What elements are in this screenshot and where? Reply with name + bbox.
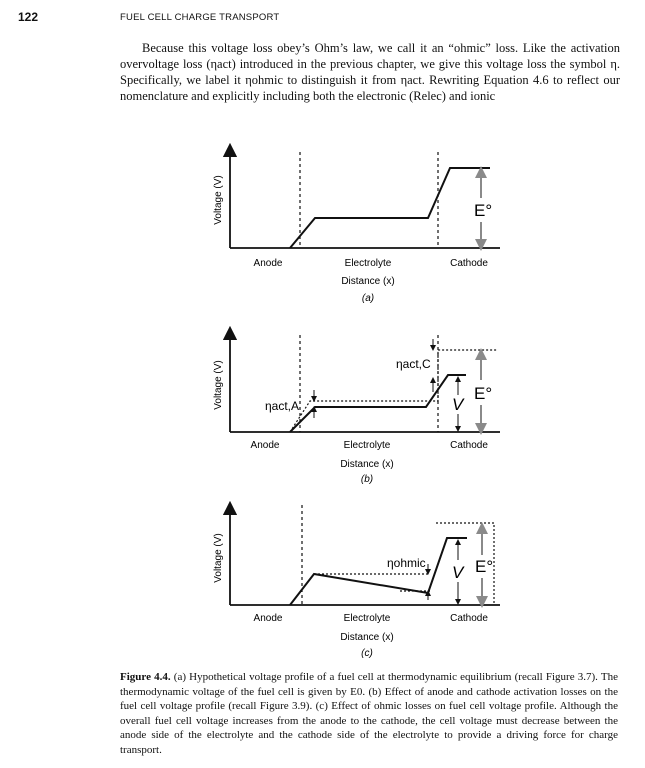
- page-number: 122: [18, 10, 39, 24]
- caption-text: (a) Hypothetical voltage profile of a fuel cell at thermodynamic equilibrium (recall Figure 3.7). The thermodynamic voltage of the fuel cell is given by E0. (b) Effect of anode and cathode activation losses on the fuel cell voltage profile (recall Figure 3.9). (c) Effect of ohmic losses on fuel cell voltage profile. Although the overall fuel cell voltage increases from the anode to the cathode, the cell voltage must decrease between the anode side of the electrolyte and the cathode side of the electrolyte to provide a driving force for charge transport.: [120, 671, 618, 756]
- v-label: V: [452, 563, 464, 582]
- figure-label: Figure 4.4.: [120, 671, 171, 683]
- voltage-profile: [290, 168, 493, 248]
- y-axis-label: Voltage (V): [213, 533, 224, 583]
- panel-a: [213, 150, 500, 304]
- figure-caption: [120, 670, 618, 757]
- panel-label: (b): [360, 474, 374, 485]
- eta-act-c-label: ηact,C: [396, 357, 431, 371]
- panel-c: [213, 505, 500, 659]
- region-label-cathode: Cathode: [450, 440, 488, 451]
- region-label-electrolyte: Electrolyte: [344, 258, 392, 269]
- x-axis-label: Distance (x): [340, 459, 394, 470]
- region-label-anode: Anode: [253, 613, 283, 624]
- running-head: FUEL CELL CHARGE TRANSPORT: [120, 12, 280, 23]
- panel-label: (c): [361, 648, 373, 659]
- y-axis-label: Voltage (V): [213, 175, 224, 225]
- eta-act-a-label: ηact,A: [265, 399, 300, 413]
- voltage-profile: [290, 538, 467, 605]
- voltage-profile: [290, 375, 466, 432]
- body-paragraph: Because this voltage loss obey’s Ohm’s law, we call it an “ohmic” loss. Like the activation overvoltage loss (ηact) introduced in the previous chapter, we give this voltage loss the symbol η. Specifically, we label it ηohmic to distinguish it from ηact. Rewriting Equation 4.6 to reflect our nomenclature and explicitly including both the electronic (Relec) and ionic: [120, 41, 620, 103]
- eta-ohmic-label: ηohmic: [387, 556, 426, 570]
- y-axis-label: Voltage (V): [213, 360, 224, 410]
- region-label-electrolyte: Electrolyte: [343, 613, 391, 624]
- region-label-electrolyte: Electrolyte: [343, 440, 391, 451]
- e0-label: E°: [474, 201, 493, 220]
- region-label-anode: Anode: [250, 440, 280, 451]
- e0-label: E°: [474, 384, 493, 403]
- region-label-cathode: Cathode: [450, 258, 488, 269]
- equilibrium-profile: [290, 350, 498, 432]
- x-axis-label: Distance (x): [340, 632, 394, 643]
- panel-b: [213, 333, 500, 485]
- region-label-cathode: Cathode: [450, 613, 488, 624]
- e0-label: E°: [475, 557, 494, 576]
- v-label: V: [452, 395, 464, 414]
- panel-label: (a): [361, 293, 375, 304]
- x-axis-label: Distance (x): [341, 276, 395, 287]
- region-label-anode: Anode: [253, 258, 283, 269]
